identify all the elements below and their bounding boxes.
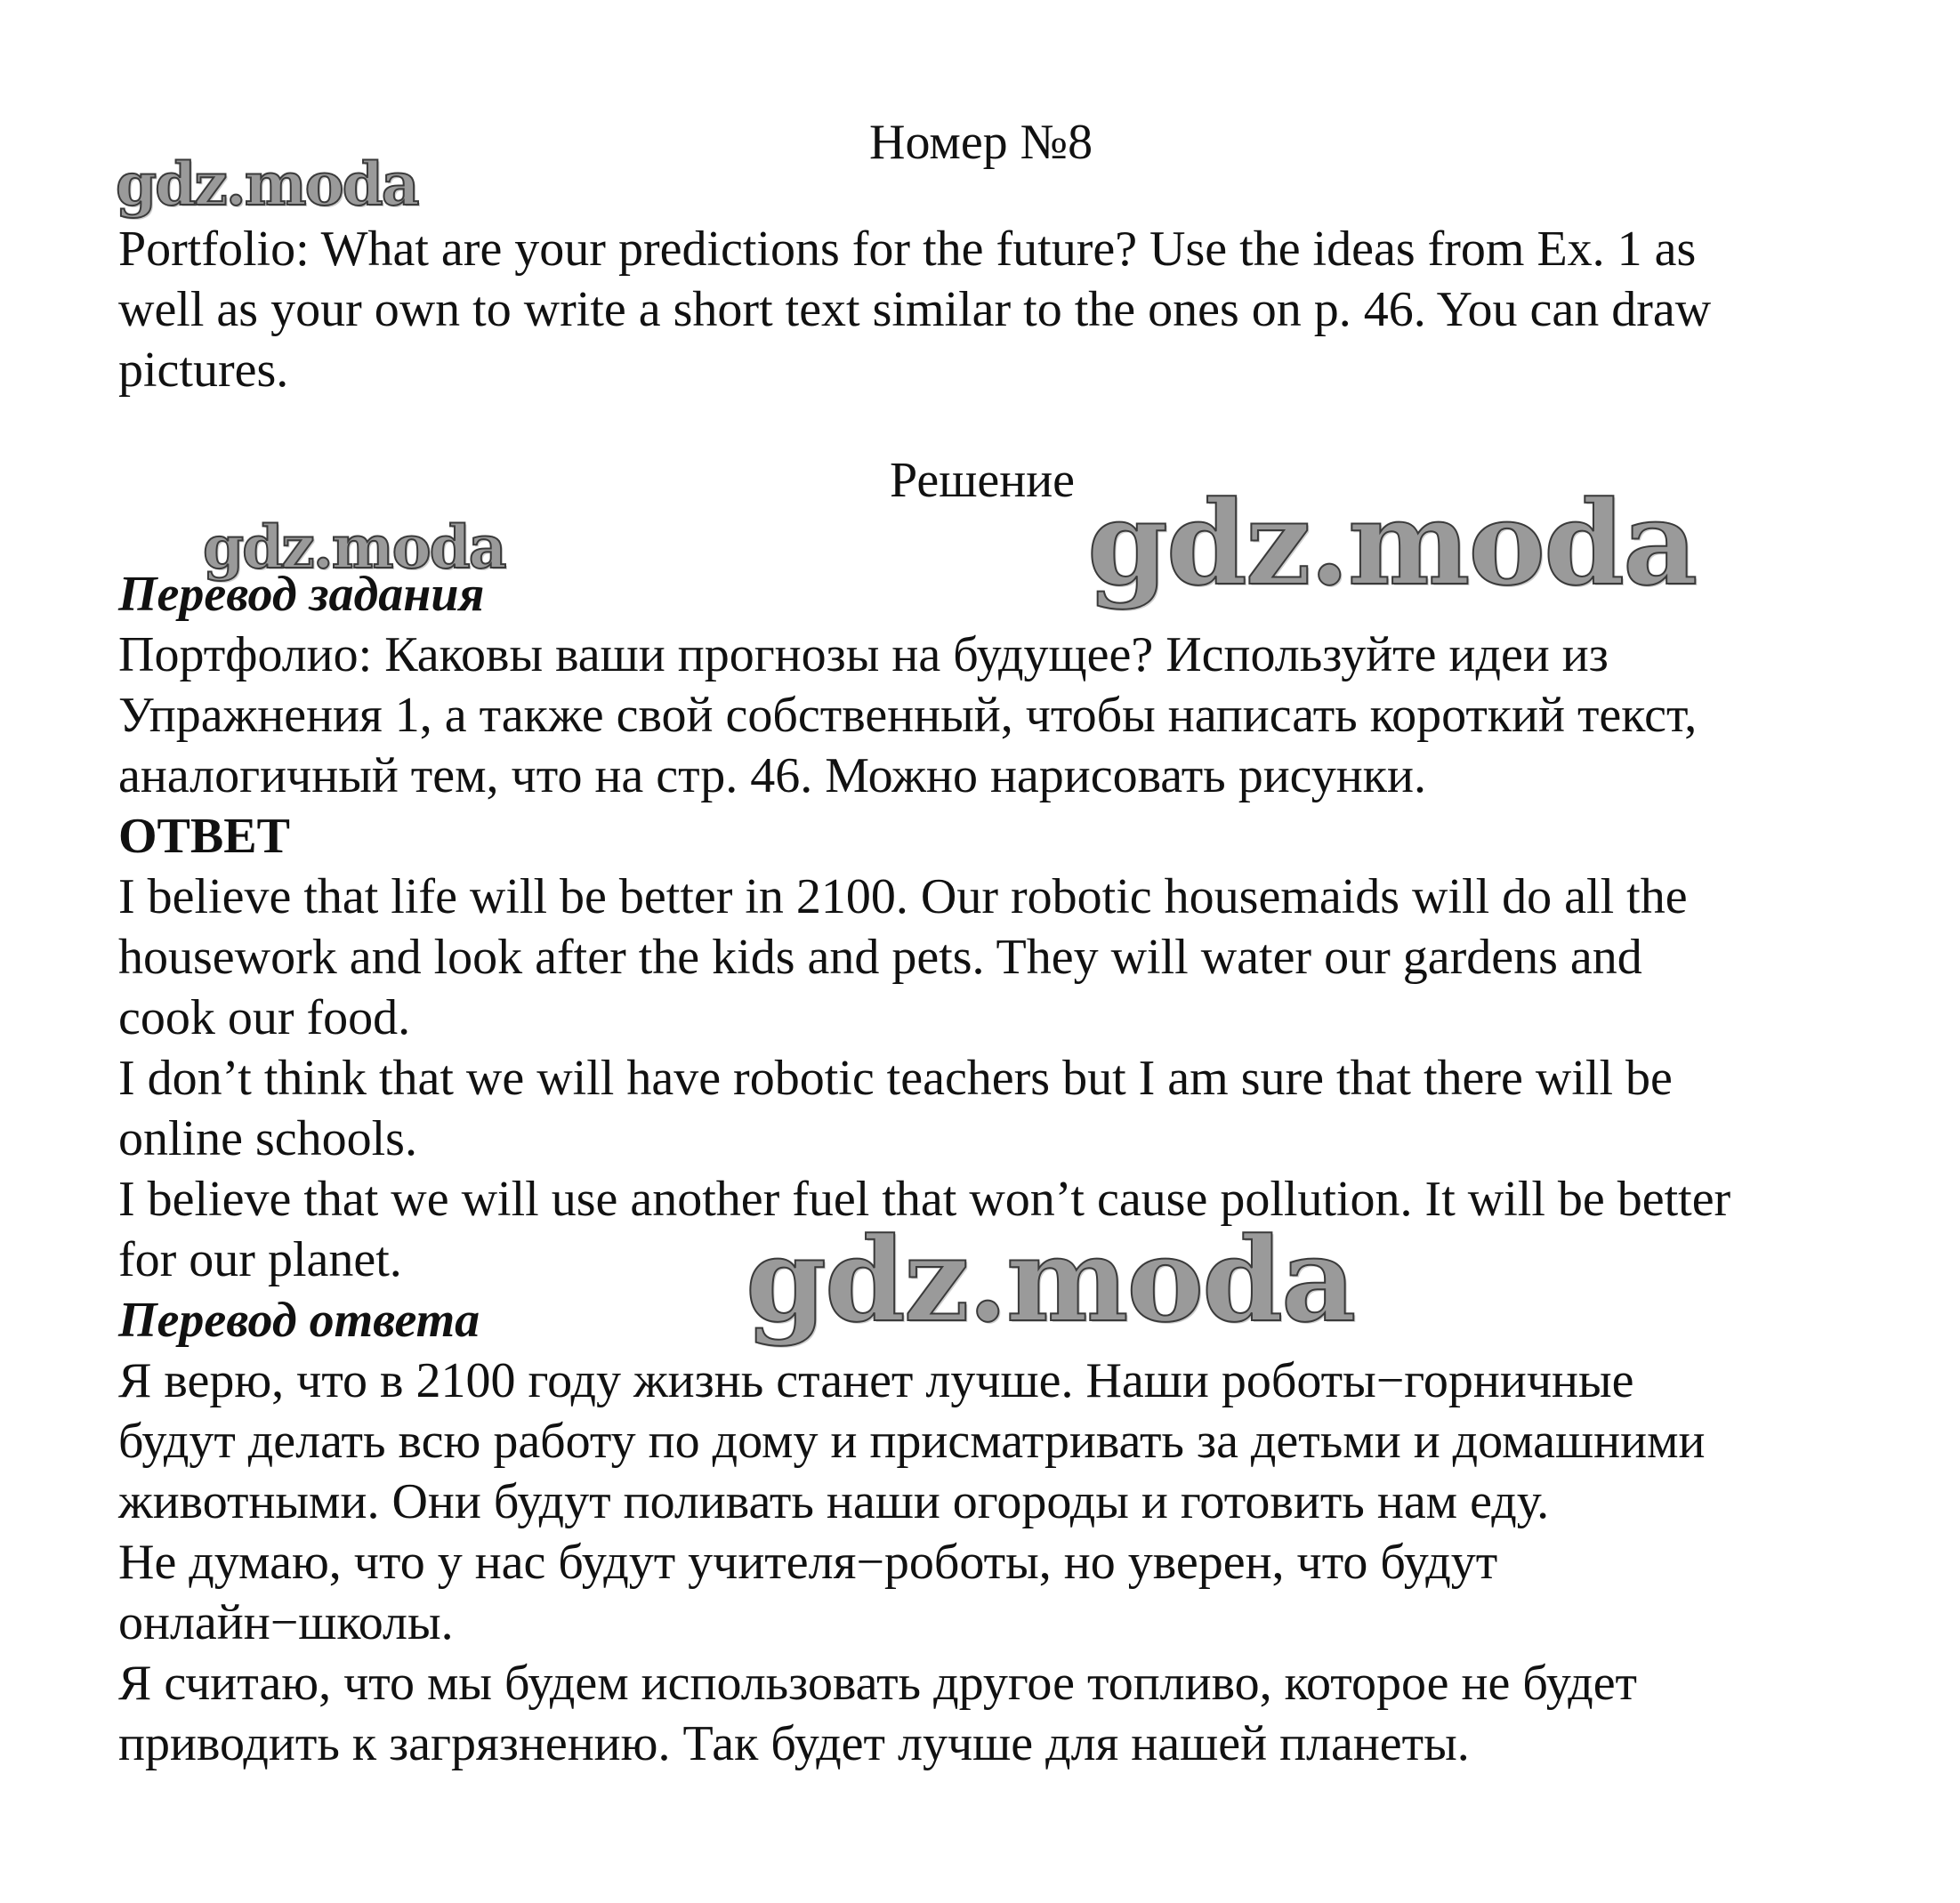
task-translation-heading: Перевод задания (118, 567, 485, 622)
answer-translation-line: онлайн−школы. (118, 1595, 454, 1650)
task-translation-line: Портфолио: Каковы ваши прогнозы на будущее? Используйте идеи из (118, 627, 1609, 682)
answer-line: for our planet. (118, 1232, 402, 1287)
page-title: Номер №8 (869, 115, 1093, 170)
answer-translation-line: Не думаю, что у нас будут учителя−роботы, но уверен, что будут (118, 1535, 1498, 1590)
answer-heading: ОТВЕТ (118, 809, 290, 864)
answer-line: housework and look after the kids and pets. They will water our gardens and (118, 930, 1642, 985)
answer-line: I don’t think that we will have robotic teachers but I am sure that there will be (118, 1051, 1673, 1106)
answer-line: I believe that we will use another fuel that won’t cause pollution. It will be better (118, 1172, 1731, 1227)
answer-line: I believe that life will be better in 2100. Our robotic housemaids will do all the (118, 869, 1688, 924)
watermark-logo: gdz.moda (116, 149, 418, 219)
answer-translation-line: животными. Они будут поливать наши огороды и готовить нам еду. (118, 1474, 1550, 1529)
watermark-logo: gdz.moda (746, 1212, 1355, 1348)
answer-translation-line: приводить к загрязнению. Так будет лучше для нашей планеты. (118, 1716, 1470, 1771)
solution-label: Решение (890, 453, 1076, 508)
task-line: Portfolio: What are your predictions for the future? Use the ideas from Ex. 1 as (118, 222, 1697, 277)
task-line: well as your own to write a short text similar to the ones on p. 46. You can draw (118, 282, 1712, 337)
task-translation-line: Упражнения 1, а также свой собственный, чтобы написать короткий текст, (118, 688, 1698, 743)
answer-line: cook our food. (118, 990, 411, 1045)
answer-line: online schools. (118, 1111, 417, 1166)
answer-translation-line: Я считаю, что мы будем использовать другое топливо, которое не будет (118, 1656, 1638, 1711)
watermark-logo: gdz.moda (203, 512, 505, 582)
task-line: pictures. (118, 343, 289, 398)
watermark-logo: gdz.moda (1087, 475, 1697, 611)
task-translation-line: аналогичный тем, что на стр. 46. Можно нарисовать рисунки. (118, 748, 1426, 803)
answer-translation-heading: Перевод ответа (118, 1293, 480, 1348)
answer-translation-line: Я верю, что в 2100 году жизнь станет лучше. Наши роботы−горничные (118, 1353, 1634, 1408)
answer-translation-line: будут делать всю работу по дому и присматривать за детьми и домашними (118, 1414, 1706, 1469)
